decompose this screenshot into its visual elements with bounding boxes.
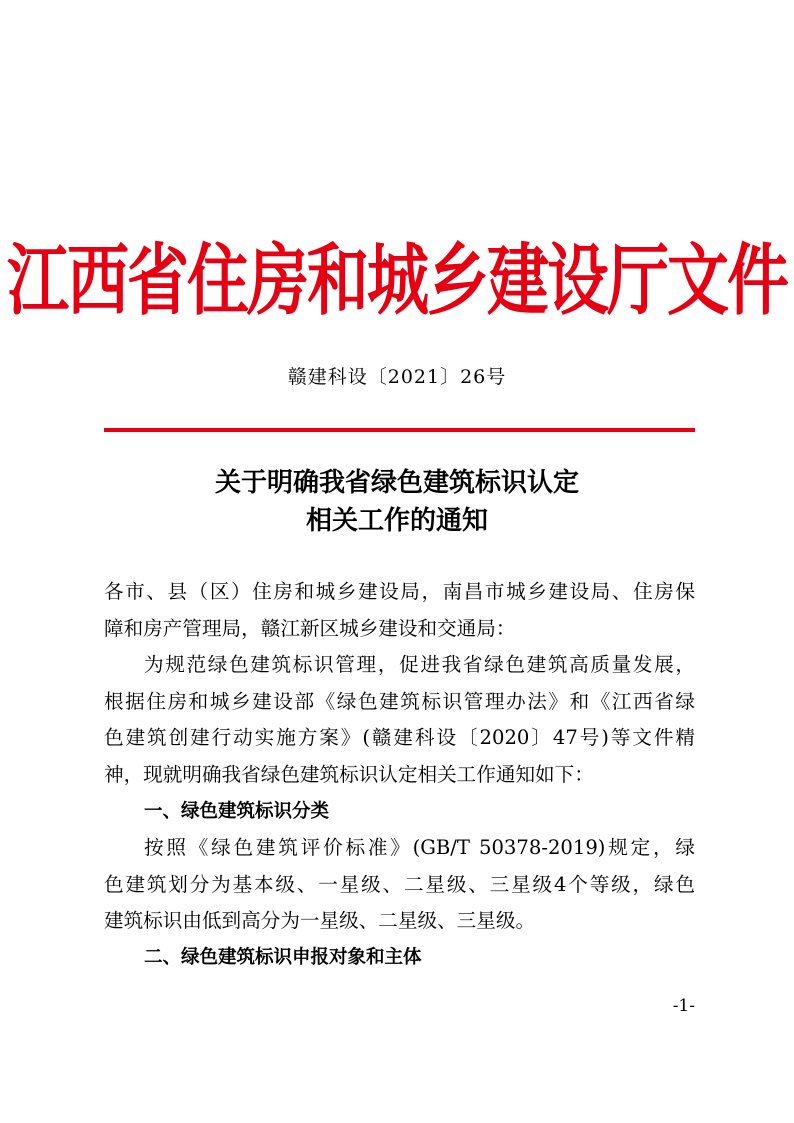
recipients-line: 各市、县（区）住房和城乡建设局，南昌市城乡建设局、住房保 [104, 580, 695, 603]
section-1-line: 色建筑划分为基本级、一星级、二星级、三星级4个等级，绿色 [104, 872, 695, 896]
section-1-line: 按照《绿色建筑评价标准》(GB/T 50378-2019)规定，绿 [144, 836, 695, 860]
section-1-paragraph [104, 830, 695, 940]
intro-line: 色建筑创建行动实施方案》(赣建科设〔2020〕47号)等文件精 [104, 726, 695, 750]
intro-paragraph [104, 647, 695, 793]
page-number: -1- [672, 996, 695, 1016]
section-1-heading: 一、绿色建筑标识分类 [144, 800, 330, 822]
section-1-line: 建筑标识由低到高分为一星级、二星级、三星级。 [104, 909, 536, 933]
notice-title-line-2: 相关工作的通知 [305, 506, 488, 536]
notice-title-line-1: 关于明确我省绿色建筑标识认定 [214, 468, 579, 498]
intro-line: 为规范绿色建筑标识管理，促进我省绿色建筑高质量发展， [144, 653, 695, 677]
masthead-title: 江西省住房和城乡建设厅文件 [6, 234, 787, 326]
section-2-heading: 二、绿色建筑标识申报对象和主体 [144, 946, 422, 968]
red-divider-line [104, 428, 695, 432]
document-body [104, 574, 695, 977]
recipients-line: 障和房产管理局，赣江新区城乡建设和交通局： [104, 616, 516, 640]
document-number: 赣建科设〔2021〕26号 [287, 366, 507, 388]
intro-line: 根据住房和城乡建设部《绿色建筑标识管理办法》和《江西省绿 [104, 689, 695, 713]
recipients-paragraph [104, 574, 695, 647]
intro-line: 神，现就明确我省绿色建筑标识认定相关工作通知如下： [104, 762, 594, 786]
notice-title [0, 464, 794, 540]
